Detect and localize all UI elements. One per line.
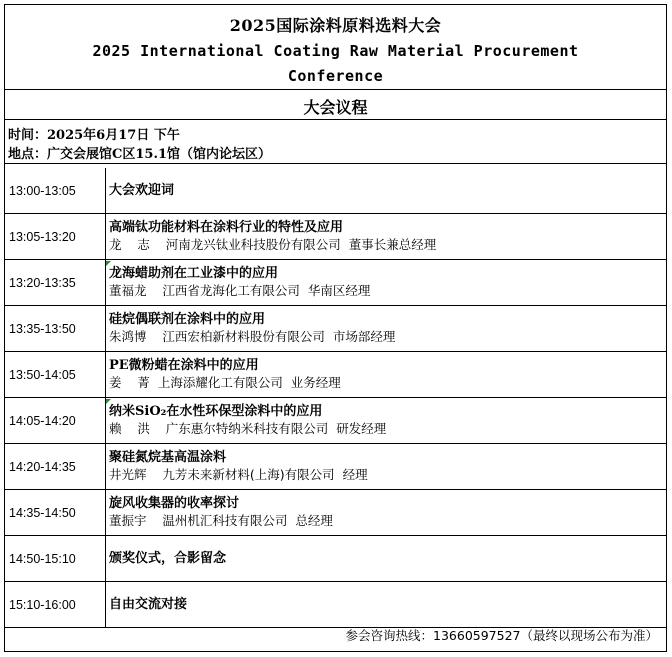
row-topic: 硅烷偶联剂在涂料中的应用 [109, 312, 266, 327]
event-time: 时间：2025年6月17日 下午 [8, 128, 180, 143]
row-topic: 聚硅氮烷基高温涂料 [109, 450, 227, 465]
row-speaker: 赖 洪 广东惠尔特纳米科技有限公司 研发经理 [109, 421, 387, 436]
row-speaker: 井光辉 九芳未来新材料(上海)有限公司 经理 [109, 467, 368, 482]
row-speaker: 龙 志 河南龙兴钛业科技股份有限公司 董事长兼总经理 [109, 237, 437, 252]
hotline-note: 参会咨询热线：13660597527（最终以现场公布为准） [345, 628, 658, 643]
divider [5, 89, 666, 90]
agenda-rows [5, 168, 666, 628]
row-time: 15:10-16:00 [9, 597, 76, 612]
divider [5, 163, 666, 164]
agenda-row [5, 352, 666, 398]
column-divider [105, 536, 106, 581]
row-topic: 高端钛功能材料在涂料行业的特性及应用 [109, 220, 344, 235]
column-divider [105, 582, 106, 627]
agenda-row [5, 168, 666, 214]
column-divider [105, 260, 106, 305]
row-topic: 龙海蜡助剂在工业漆中的应用 [109, 266, 279, 281]
row-speaker: 董振宇 温州机汇科技有限公司 总经理 [109, 513, 333, 528]
row-time: 13:05-13:20 [9, 229, 76, 244]
row-speaker: 姜 菁 上海添耀化工有限公司 业务经理 [109, 375, 341, 390]
title-english-line1: 2025 International Coating Raw Material Procurement [92, 42, 579, 60]
agenda-row [5, 444, 666, 490]
agenda-table [4, 4, 667, 652]
column-divider [105, 398, 106, 443]
agenda-row [5, 260, 666, 306]
column-divider [105, 214, 106, 259]
row-topic: 大会欢迎词 [109, 182, 175, 198]
row-topic: 纳米SiO₂在水性环保型涂料中的应用 [109, 404, 323, 419]
row-time: 14:20-14:35 [9, 459, 76, 474]
row-topic: 颁奖仪式，合影留念 [109, 550, 227, 566]
title-english-line2: Conference [287, 67, 384, 85]
row-time: 13:50-14:05 [9, 367, 76, 382]
agenda-row [5, 536, 666, 582]
row-time: 14:35-14:50 [9, 505, 76, 520]
event-location: 地点：广交会展馆C区15.1馆（馆内论坛区） [8, 147, 272, 162]
agenda-row [5, 398, 666, 444]
column-divider [105, 490, 106, 535]
row-speaker: 董福龙 江西省龙海化工有限公司 华南区经理 [109, 283, 371, 298]
agenda-row [5, 214, 666, 260]
row-time: 14:50-15:10 [9, 551, 76, 566]
agenda-row [5, 582, 666, 628]
column-divider [105, 352, 106, 397]
row-topic: 自由交流对接 [109, 596, 188, 612]
row-time: 13:20-13:35 [9, 275, 76, 290]
row-speaker: 朱鸿博 江西宏柏新材料股份有限公司 市场部经理 [109, 329, 396, 344]
row-topic: 旋风收集器的收率探讨 [109, 496, 240, 511]
row-topic: PE微粉蜡在涂料中的应用 [109, 358, 259, 373]
row-time: 14:05-14:20 [9, 413, 76, 428]
agenda-row [5, 490, 666, 536]
title-chinese: 2025国际涂料原料选料大会 [229, 16, 442, 35]
section-heading: 大会议程 [303, 98, 368, 117]
agenda-row [5, 306, 666, 352]
divider [5, 119, 666, 120]
column-divider [105, 306, 106, 351]
row-time: 13:35-13:50 [9, 321, 76, 336]
row-time: 13:00-13:05 [9, 183, 76, 198]
column-divider [105, 444, 106, 489]
column-divider [105, 168, 106, 213]
